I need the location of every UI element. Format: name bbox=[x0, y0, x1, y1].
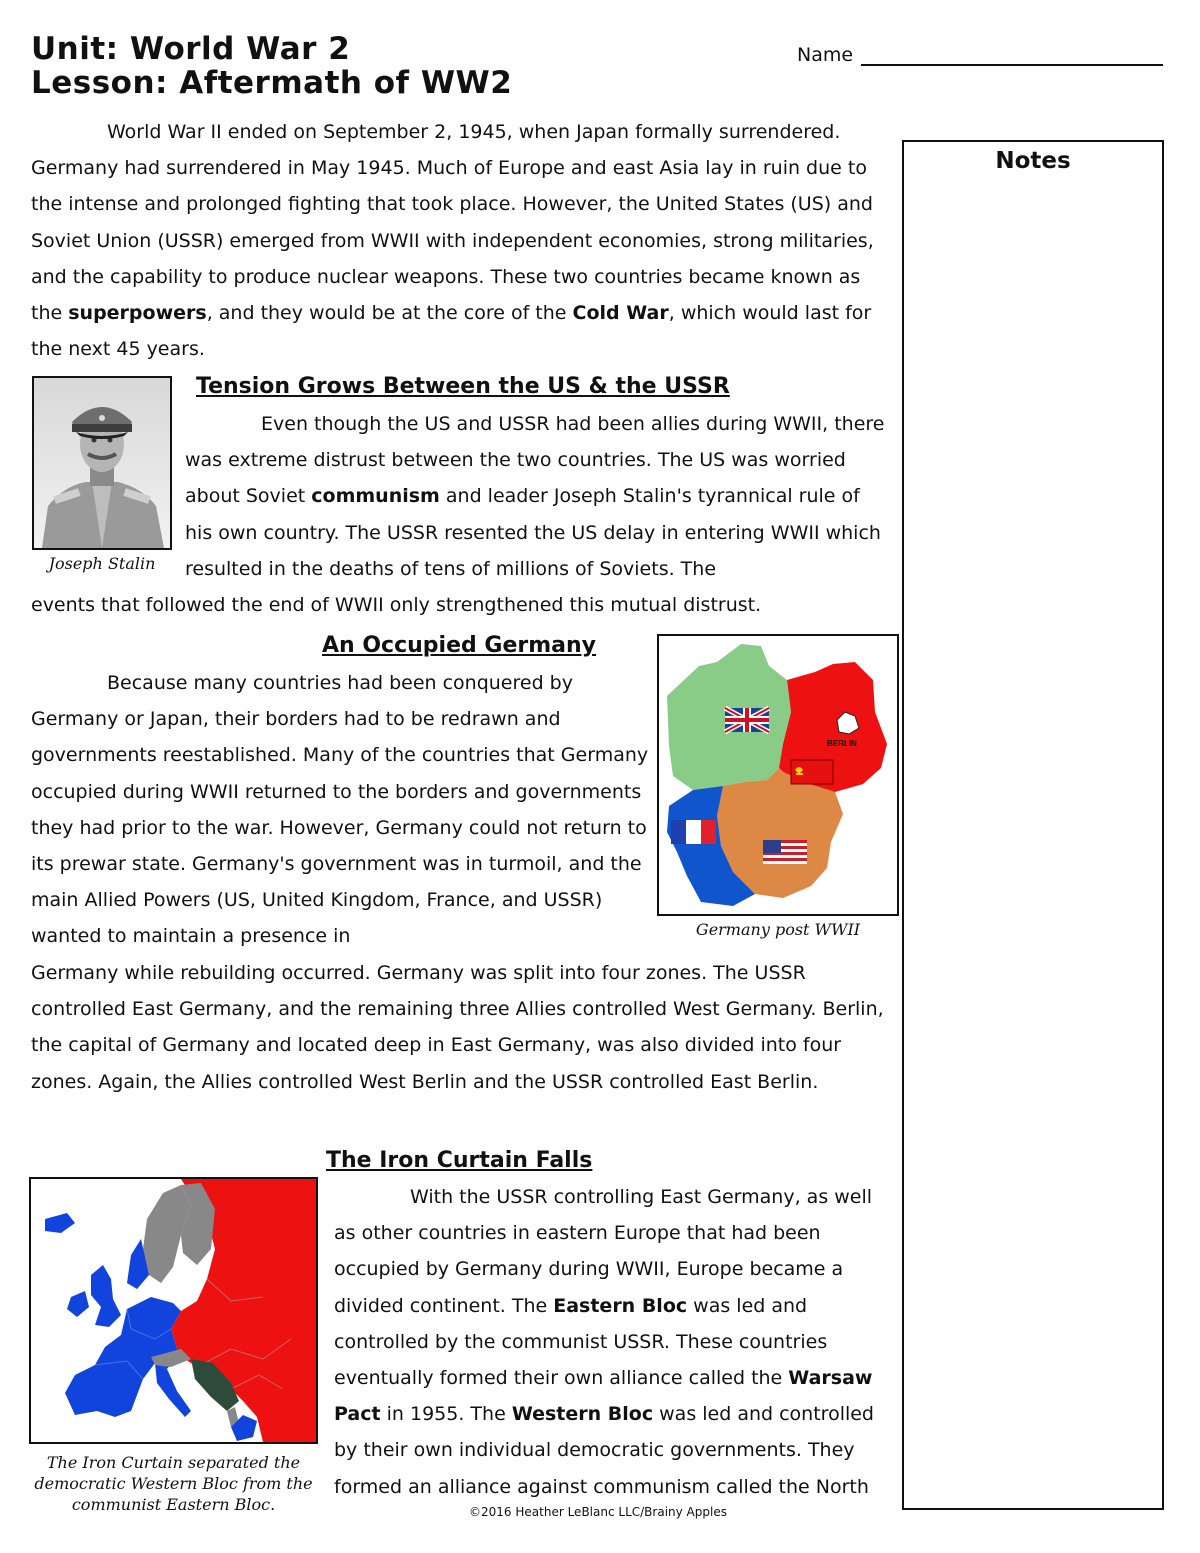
keyword-communism: communism bbox=[311, 485, 440, 508]
french-flag-icon bbox=[671, 820, 716, 844]
tension-paragraph: Even though the US and USSR had been allies during WWII, there was extreme distrust between the two countries. The US was worried about Soviet communism and leader Joseph Stalin's tyrannical rule of his own country. The USSR resented the US delay in entering WWII which resulted in the deaths of tens of millions of Soviets. The bbox=[185, 413, 885, 580]
notes-title: Notes bbox=[995, 148, 1071, 174]
unit-title: Unit: World War 2 bbox=[31, 31, 351, 67]
soviet-flag-icon bbox=[791, 760, 833, 784]
germany-paragraph: Because many countries had been conquered by Germany or Japan, their borders had to be redrawn and governments reestablished. Many of the countries that Germany occupied during WWII returned to the borders and governments they had prior to the war. However, Germany could not return to its prewar state. Germany's government was in turmoil, and the main Allied Powers (US, United Kingdom, France, and USSR) wanted to maintain a presence in bbox=[31, 672, 649, 948]
notes-box[interactable] bbox=[902, 140, 1164, 1510]
section-title-germany: An Occupied Germany bbox=[322, 633, 597, 658]
berlin-label: BERLIN bbox=[827, 739, 857, 748]
stalin-caption: Joseph Stalin bbox=[48, 554, 156, 573]
stalin-photo bbox=[32, 376, 172, 550]
name-field[interactable] bbox=[797, 44, 1163, 66]
germany-map bbox=[657, 634, 899, 916]
section-title-iron-curtain: The Iron Curtain Falls bbox=[326, 1148, 593, 1173]
section-title-tension: Tension Grows Between the US & the USSR bbox=[196, 374, 730, 399]
keyword-warsaw-pact: Warsaw Pact bbox=[334, 1367, 873, 1426]
europe-map bbox=[29, 1177, 318, 1444]
stalin-portrait-image bbox=[34, 378, 170, 548]
us-flag-icon bbox=[763, 840, 807, 864]
tension-paragraph-tail: events that followed the end of WWII only strengthened this mutual distrust. bbox=[31, 594, 762, 616]
name-line[interactable] bbox=[861, 46, 1163, 66]
footer-copyright: ©2016 Heather LeBlanc LLC/Brainy Apples bbox=[469, 1505, 727, 1519]
germany-caption: Germany post WWII bbox=[695, 920, 861, 939]
lesson-title: Lesson: Aftermath of WW2 bbox=[31, 65, 513, 101]
intro-paragraph: World War II ended on September 2, 1945, when Japan formally surrendered. Germany had surrendered in May 1945. Much of Europe and east Asia lay in ruin due to the intense and prolonged fighting that took place. However, the United States (US) and Soviet Union (USSR) emerged from WWII with independent economies, strong militaries, and the capability to produce nuclear weapons. These two countries became known as the superpowers, and they would be at the core of the Cold War, which would last for the next 45 years. bbox=[31, 121, 874, 361]
keyword-superpowers: superpowers bbox=[68, 302, 207, 325]
iron-curtain-paragraph: With the USSR controlling East Germany, as well as other countries in eastern Europe that had been occupied by Germany during WWII, Europe became a divided continent. The Eastern Bloc was led and controlled by the communist USSR. These countries eventually formed their own alliance called the Warsaw Pact in 1955. The Western Bloc was led and controlled by their own individual democratic governments. They formed an alliance against communism called the North bbox=[334, 1186, 874, 1498]
name-label: Name bbox=[797, 44, 854, 66]
header bbox=[31, 32, 512, 100]
germany-zones-map bbox=[659, 636, 897, 914]
uk-flag-icon bbox=[725, 708, 769, 732]
keyword-western-bloc: Western Bloc bbox=[511, 1403, 654, 1426]
germany-paragraph-tail: Germany while rebuilding occurred. Germany was split into four zones. The USSR controlled East Germany, and the remaining three Allies controlled West Germany. Berlin, the capital of Germany and located deep in East Germany, was also divided into four zones. Again, the Allies controlled West Berlin and the USSR controlled East Berlin. bbox=[31, 962, 884, 1093]
iron-curtain-caption: The Iron Curtain separated the democratic Western Bloc from the communist Eastern Bloc. bbox=[34, 1453, 313, 1514]
keyword-cold-war: Cold War bbox=[572, 302, 669, 325]
keyword-eastern-bloc: Eastern Bloc bbox=[553, 1294, 688, 1317]
iron-curtain-map bbox=[31, 1179, 316, 1442]
